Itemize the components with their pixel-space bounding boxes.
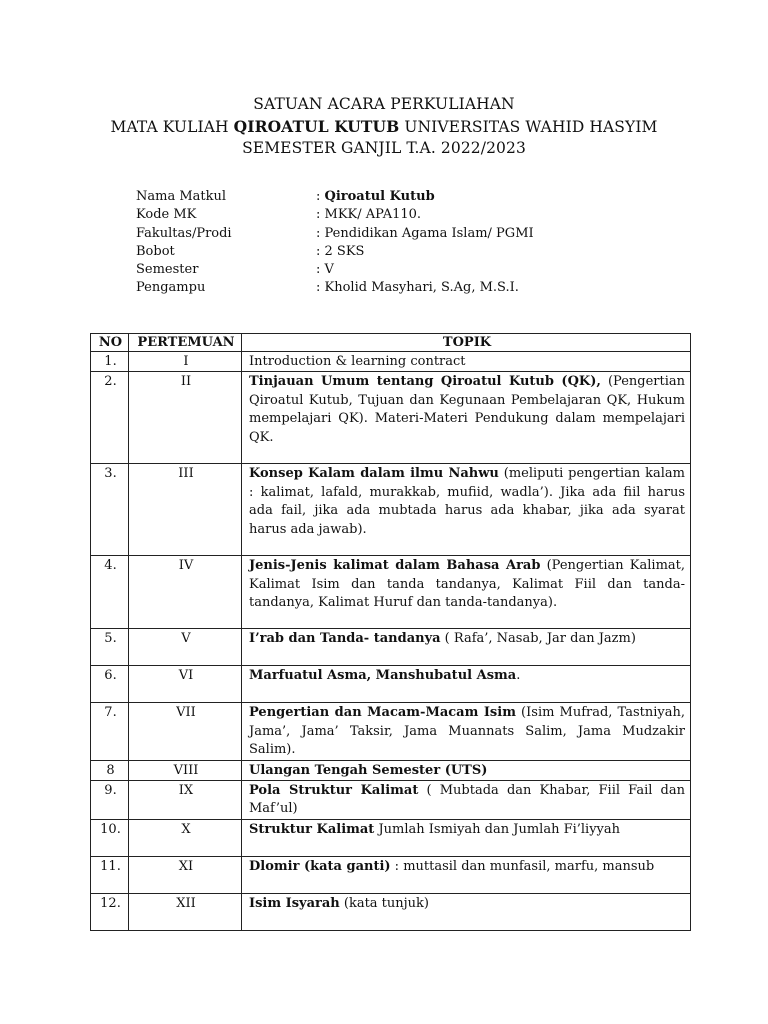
- row-number: 7.: [91, 703, 129, 760]
- title-line-1: SATUAN ACARA PERKULIAHAN: [253, 95, 515, 113]
- row-topic: Konsep Kalam dalam ilmu Nahwu (meliputi pengertian kalam : kalimat, lafald, murakkab, mufiid, wadla’). Jika ada fiil harus ada fail, jika ada mubtada harus ada khabar, jika ada syarat harus ada jawab).: [242, 464, 691, 556]
- info-row-kode-mk: [136, 206, 534, 224]
- row-number: 9.: [91, 781, 129, 820]
- row-number: 11.: [91, 856, 129, 893]
- table-header-row: [91, 334, 691, 352]
- info-row-nama-matkul: [136, 188, 534, 206]
- row-topic: Jenis-Jenis kalimat dalam Bahasa Arab (Pengertian Kalimat, Kalimat Isim dan tanda tandanya, Kalimat Fiil dan tanda-tandanya, Kalimat Huruf dan tanda-tandanya).: [242, 556, 691, 629]
- topics-table: [90, 333, 691, 931]
- info-row-bobot: [136, 243, 534, 261]
- header-topik: TOPIK: [242, 334, 691, 352]
- table-row: [91, 666, 691, 703]
- document-subtitle: [0, 116, 768, 138]
- row-meeting: XI: [129, 856, 242, 893]
- row-number: 6.: [91, 666, 129, 703]
- info-value: : V: [316, 262, 334, 278]
- table-row: [91, 629, 691, 666]
- row-topic: Tinjauan Umum tentang Qiroatul Kutub (QK), (Pengertian Qiroatul Kutub, Tujuan dan Kegunaan Pembelajaran QK, Hukum mempelajari QK). Materi-Materi Pendukung dalam mempelajari QK.: [242, 372, 691, 464]
- row-meeting: VI: [129, 666, 242, 703]
- info-label: Semester: [136, 262, 199, 278]
- course-name: QIROATUL KUTUB: [233, 117, 400, 136]
- row-meeting: IX: [129, 781, 242, 820]
- info-label: Bobot: [136, 243, 175, 259]
- row-meeting: V: [129, 629, 242, 666]
- row-topic: Isim Isyarah (kata tunjuk): [242, 893, 691, 930]
- row-meeting: I: [129, 352, 242, 372]
- row-topic: Struktur Kalimat Jumlah Ismiyah dan Jumlah Fi’liyyah: [242, 819, 691, 856]
- info-label: Kode MK: [136, 207, 197, 223]
- row-topic: Pengertian dan Macam-Macam Isim (Isim Mufrad, Tastniyah, Jama’, Jama’ Taksir, Jama Muannats Salim, Jama Mudzakir Salim).: [242, 703, 691, 760]
- info-value: : Pendidikan Agama Islam/ PGMI: [316, 225, 534, 241]
- row-number: 1.: [91, 352, 129, 372]
- table-row: [91, 819, 691, 856]
- row-meeting: VII: [129, 703, 242, 760]
- row-topic: Pola Struktur Kalimat ( Mubtada dan Khabar, Fiil Fail dan Maf’ul): [242, 781, 691, 820]
- info-row-pengampu: [136, 279, 534, 297]
- row-number: 3.: [91, 464, 129, 556]
- row-number: 10.: [91, 819, 129, 856]
- table-row: [91, 464, 691, 556]
- row-topic: Ulangan Tengah Semester (UTS): [242, 760, 691, 780]
- row-number: 8: [91, 760, 129, 780]
- row-number: 12.: [91, 893, 129, 930]
- row-meeting: X: [129, 819, 242, 856]
- info-value: : MKK/ APA110.: [316, 207, 422, 223]
- info-label: Fakultas/Prodi: [136, 225, 232, 241]
- row-meeting: III: [129, 464, 242, 556]
- subtitle-suffix: UNIVERSITAS WAHID HASYIM: [399, 118, 658, 136]
- info-label: Pengampu: [136, 280, 206, 296]
- row-topic: Introduction & learning contract: [242, 352, 691, 372]
- row-meeting: XII: [129, 893, 242, 930]
- row-topic: Dlomir (kata ganti) : muttasil dan munfasil, marfu, mansub: [242, 856, 691, 893]
- row-number: 4.: [91, 556, 129, 629]
- row-meeting: VIII: [129, 760, 242, 780]
- row-number: 2.: [91, 372, 129, 464]
- row-meeting: II: [129, 372, 242, 464]
- course-info: [136, 188, 534, 298]
- info-value: : Qiroatul Kutub: [316, 189, 435, 204]
- info-row-semester: [136, 261, 534, 279]
- header-pertemuan: PERTEMUAN: [129, 334, 242, 352]
- table-row: [91, 372, 691, 464]
- row-topic: I’rab dan Tanda- tandanya ( Rafa’, Nasab, Jar dan Jazm): [242, 629, 691, 666]
- row-number: 5.: [91, 629, 129, 666]
- table-row: [91, 352, 691, 372]
- document-title: [0, 94, 768, 115]
- table-row: [91, 856, 691, 893]
- table-row: [91, 556, 691, 629]
- row-topic: Marfuatul Asma, Manshubatul Asma.: [242, 666, 691, 703]
- info-row-fakultas-prodi: [136, 225, 534, 243]
- title-line-3: SEMESTER GANJIL T.A. 2022/2023: [242, 139, 526, 157]
- table-row: [91, 760, 691, 780]
- table-row: [91, 703, 691, 760]
- info-value: : Kholid Masyhari, S.Ag, M.S.I.: [316, 280, 519, 296]
- document-semester: [0, 138, 768, 159]
- row-meeting: IV: [129, 556, 242, 629]
- table-row: [91, 781, 691, 820]
- info-label: Nama Matkul: [136, 189, 227, 204]
- info-value: : 2 SKS: [316, 243, 365, 259]
- header-no: NO: [91, 334, 129, 352]
- subtitle-prefix: MATA KULIAH: [110, 118, 234, 136]
- table-row: [91, 893, 691, 930]
